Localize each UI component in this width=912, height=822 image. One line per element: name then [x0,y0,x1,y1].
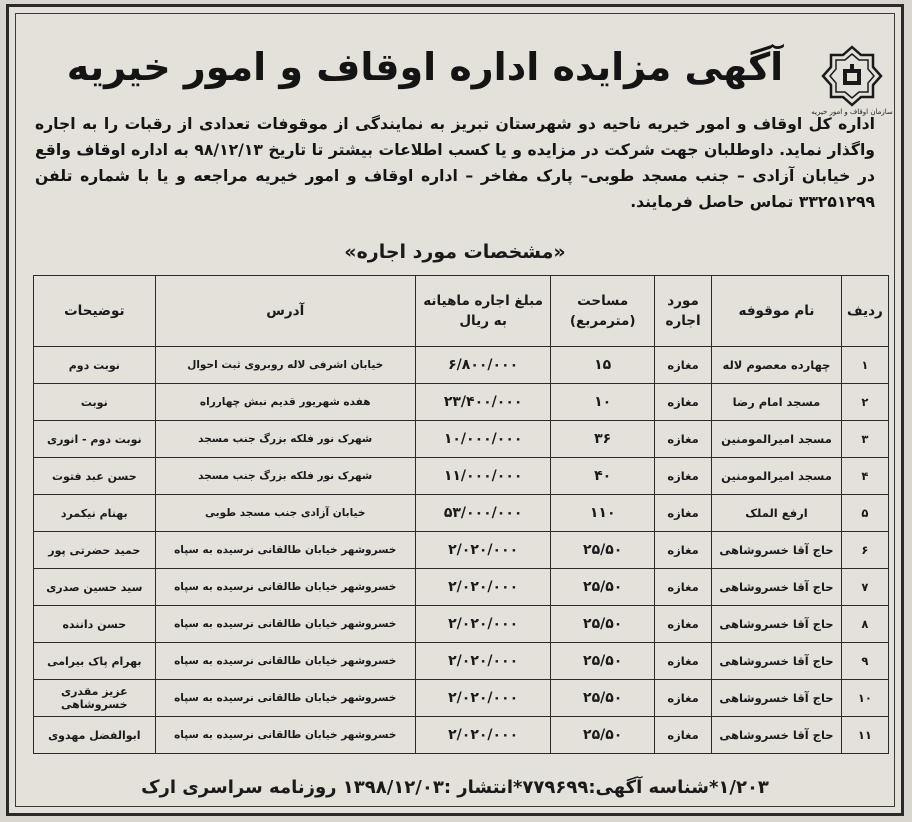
header-area: مساحت (مترمربع) [551,276,654,347]
cell-address: شهرک نور فلکه بزرگ جنب مسجد [155,458,415,495]
cell-address: خیابان آزادی جنب مسجد طوبی [155,495,415,532]
header-row-number: ردیف [841,276,888,347]
cell-notes: حمید حضرتی پور [34,532,156,569]
cell-row-number: ۱۰ [841,680,888,717]
cell-monthly-rent: ۵۳/۰۰۰/۰۰۰ [415,495,551,532]
header-endowment-name: نام موقوفه [712,276,842,347]
cell-endowment-name: مسجد امام رضا [712,384,842,421]
cell-area: ۴۰ [551,458,654,495]
ad-title: آگهی مزایده اداره اوقاف و امور خیریه [66,45,784,89]
cell-area: ۲۵/۵۰ [551,532,654,569]
cell-lease-type: مغازه [654,347,711,384]
cell-row-number: ۷ [841,569,888,606]
cell-monthly-rent: ۲/۰۲۰/۰۰۰ [415,717,551,754]
cell-lease-type: مغازه [654,569,711,606]
cell-row-number: ۲ [841,384,888,421]
cell-lease-type: مغازه [654,717,711,754]
cell-endowment-name: حاج آقا خسروشاهی [712,532,842,569]
cell-notes: بهنام نیکمرد [34,495,156,532]
cell-endowment-name: مسجد امیرالمومنین [712,421,842,458]
header-monthly-rent: مبلغ اجاره ماهیانه به ریال [415,276,551,347]
cell-monthly-rent: ۲/۰۲۰/۰۰۰ [415,643,551,680]
cell-notes: بهرام پاک بیرامی [34,643,156,680]
cell-monthly-rent: ۲/۰۲۰/۰۰۰ [415,606,551,643]
cell-lease-type: مغازه [654,495,711,532]
cell-row-number: ۳ [841,421,888,458]
cell-address: خسروشهر خیابان طالقانی نرسیده به سپاه [155,717,415,754]
cell-address: خسروشهر خیابان طالقانی نرسیده به سپاه [155,606,415,643]
cell-row-number: ۸ [841,606,888,643]
cell-area: ۲۵/۵۰ [551,569,654,606]
table-row [34,643,889,680]
cell-area: ۱۰ [551,384,654,421]
lease-table [33,275,889,754]
cell-lease-type: مغازه [654,643,711,680]
cell-address: خسروشهر خیابان طالقانی نرسیده به سپاه [155,532,415,569]
ad-page [6,4,904,816]
endowment-seal-icon [821,45,883,107]
cell-endowment-name: حاج آقا خسروشاهی [712,606,842,643]
cell-endowment-name: حاج آقا خسروشاهی [712,717,842,754]
table-row [34,421,889,458]
cell-lease-type: مغازه [654,680,711,717]
cell-lease-type: مغازه [654,421,711,458]
cell-notes: عزیز مقدری خسروشاهی [34,680,156,717]
logo-caption: سازمان اوقاف و امور خیریه [811,108,893,116]
cell-monthly-rent: ۲/۰۲۰/۰۰۰ [415,680,551,717]
cell-area: ۱۱۰ [551,495,654,532]
cell-notes: سید حسین صدری [34,569,156,606]
cell-endowment-name: حاج آقا خسروشاهی [712,569,842,606]
cell-monthly-rent: ۲/۰۲۰/۰۰۰ [415,532,551,569]
cell-monthly-rent: ۱۰/۰۰۰/۰۰۰ [415,421,551,458]
cell-row-number: ۹ [841,643,888,680]
cell-notes: نوبت دوم - انوری [34,421,156,458]
cell-endowment-name: حاج آقا خسروشاهی [712,643,842,680]
cell-area: ۲۵/۵۰ [551,606,654,643]
cell-notes: نوبت دوم [34,347,156,384]
cell-area: ۱۵ [551,347,654,384]
intro-paragraph: اداره کل اوقاف و امور خیریه ناحیه دو شهرستان تبریز به نمایندگی از موقوفات تعدادی از رقبات را به اجاره واگذار نماید. داوطلبان جهت شرکت در مزایده و یا کسب اطلاعات بیشتر تا تاریخ ۹۸/۱۲/۱۳ به اداره اوقاف واقع در خیابان آزادی – جنب مسجد طوبی– پارک مفاخر – اداره اوقاف و امور خیریه مراجعه و یا با شماره تلفن ۳۳۲۵۱۲۹۹ تماس حاصل فرمایند. [35,115,875,211]
cell-monthly-rent: ۲۳/۴۰۰/۰۰۰ [415,384,551,421]
cell-endowment-name: حاج آقا خسروشاهی [712,680,842,717]
table-subtitle: «مشخصات مورد اجاره» [344,241,566,263]
table-row [34,495,889,532]
cell-address: خسروشهر خیابان طالقانی نرسیده به سپاه [155,680,415,717]
table-row [34,384,889,421]
cell-notes: نوبت [34,384,156,421]
cell-lease-type: مغازه [654,384,711,421]
cell-endowment-name: چهارده معصوم لاله [712,347,842,384]
table-header-row [34,276,889,347]
header-notes: توضیحات [34,276,156,347]
cell-row-number: ۵ [841,495,888,532]
cell-address: شهرک نور فلکه بزرگ جنب مسجد [155,421,415,458]
cell-address: خسروشهر خیابان طالقانی نرسیده به سپاه [155,569,415,606]
cell-notes: ابوالفضل مهدوی [34,717,156,754]
cell-address: خسروشهر خیابان طالقانی نرسیده به سپاه [155,643,415,680]
cell-monthly-rent: ۱۱/۰۰۰/۰۰۰ [415,458,551,495]
table-row [34,680,889,717]
cell-lease-type: مغازه [654,532,711,569]
cell-row-number: ۱ [841,347,888,384]
cell-notes: حسن داننده [34,606,156,643]
cell-monthly-rent: ۶/۸۰۰/۰۰۰ [415,347,551,384]
cell-area: ۲۵/۵۰ [551,717,654,754]
table-row [34,717,889,754]
cell-area: ۳۶ [551,421,654,458]
cell-row-number: ۶ [841,532,888,569]
cell-area: ۲۵/۵۰ [551,680,654,717]
cell-notes: حسن عبد فتوت [34,458,156,495]
table-row [34,347,889,384]
table-row [34,532,889,569]
header-lease-type: مورد اجاره [654,276,711,347]
cell-lease-type: مغازه [654,458,711,495]
table-row [34,569,889,606]
cell-row-number: ۱۱ [841,717,888,754]
header-address: آدرس [155,276,415,347]
table-row [34,606,889,643]
cell-endowment-name: مسجد امیرالمومنین [712,458,842,495]
cell-monthly-rent: ۲/۰۲۰/۰۰۰ [415,569,551,606]
cell-address: هفده شهریور قدیم نبش چهارراه [155,384,415,421]
cell-row-number: ۴ [841,458,888,495]
ad-footer: ۱/۲۰۳*شناسه آگهی:۷۷۹۶۹۹*انتشار :۱۳۹۸/۱۲/۰۳ روزنامه سراسری ارک [141,777,769,798]
cell-address: خیابان اشرفی لاله روبروی ثبت احوال [155,347,415,384]
cell-endowment-name: ارفع الملک [712,495,842,532]
cell-area: ۲۵/۵۰ [551,643,654,680]
table-row [34,458,889,495]
cell-lease-type: مغازه [654,606,711,643]
